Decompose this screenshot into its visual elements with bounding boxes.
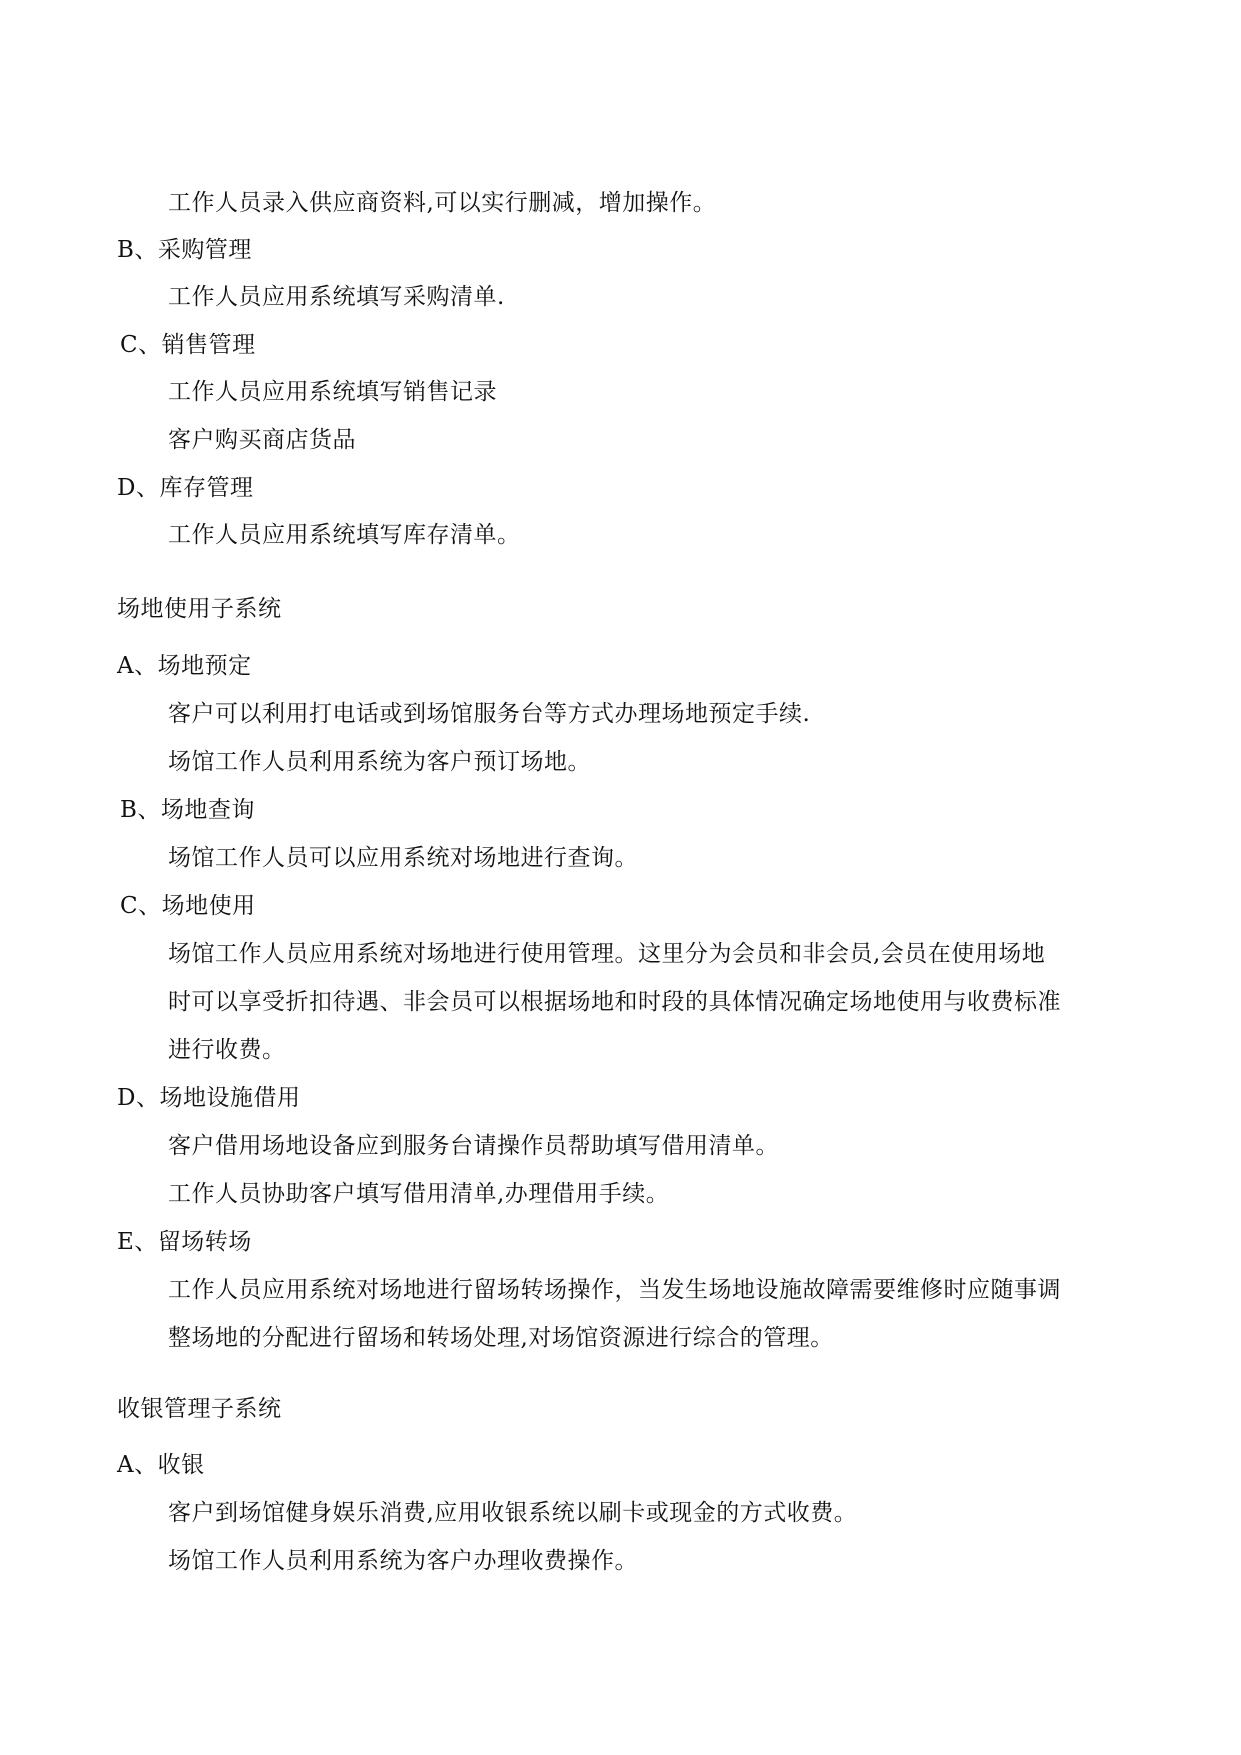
item-heading: E、留场转场 <box>117 1229 252 1255</box>
item-heading: D、场地设施借用 <box>117 1085 301 1111</box>
paragraph-line: 客户到场馆健身娱乐消费,应用收银系统以刷卡或现金的方式收费。 <box>168 1500 858 1526</box>
paragraph-line: 工作人员应用系统填写采购清单. <box>168 284 505 310</box>
item-heading: B、采购管理 <box>117 237 252 263</box>
paragraph-line: 工作人员协助客户填写借用清单,办理借用手续。 <box>168 1181 670 1207</box>
paragraph-line: 工作人员应用系统对场地进行留场转场操作，当发生场地设施故障需要维修时应随事调 <box>168 1277 1061 1303</box>
paragraph-line: 场馆工作人员可以应用系统对场地进行查询。 <box>168 845 638 871</box>
item-heading: C、场地使用 <box>120 893 256 919</box>
item-heading: B、场地查询 <box>120 797 255 823</box>
paragraph-line: 整场地的分配进行留场和转场处理,对场馆资源进行综合的管理。 <box>168 1325 834 1351</box>
paragraph-line: 客户可以利用打电话或到场馆服务台等方式办理场地预定手续. <box>168 701 811 727</box>
item-heading: C、销售管理 <box>120 332 256 358</box>
item-heading: A、收银 <box>117 1452 205 1478</box>
paragraph-line: 客户借用场地设备应到服务台请操作员帮助填写借用清单。 <box>168 1133 779 1159</box>
paragraph-line: 进行收费。 <box>168 1037 286 1063</box>
item-heading: A、场地预定 <box>117 653 252 679</box>
paragraph-line: 场馆工作人员利用系统为客户预订场地。 <box>168 749 591 775</box>
section-title: 收银管理子系统 <box>117 1396 282 1422</box>
paragraph-line: 场馆工作人员应用系统对场地进行使用管理。这里分为会员和非会员,会员在使用场地 <box>168 941 1046 967</box>
paragraph-line: 客户购买商店货品 <box>168 427 356 453</box>
item-heading: D、库存管理 <box>117 475 254 501</box>
paragraph-line: 工作人员应用系统填写销售记录 <box>168 379 497 405</box>
paragraph-line: 时可以享受折扣待遇、非会员可以根据场地和时段的具体情况确定场地使用与收费标准 <box>168 989 1061 1015</box>
section-title: 场地使用子系统 <box>117 596 282 622</box>
paragraph-line: 工作人员应用系统填写库存清单。 <box>168 522 521 548</box>
paragraph-line: 工作人员录入供应商资料,可以实行删减，增加操作。 <box>168 190 717 216</box>
paragraph-line: 场馆工作人员利用系统为客户办理收费操作。 <box>168 1548 638 1574</box>
